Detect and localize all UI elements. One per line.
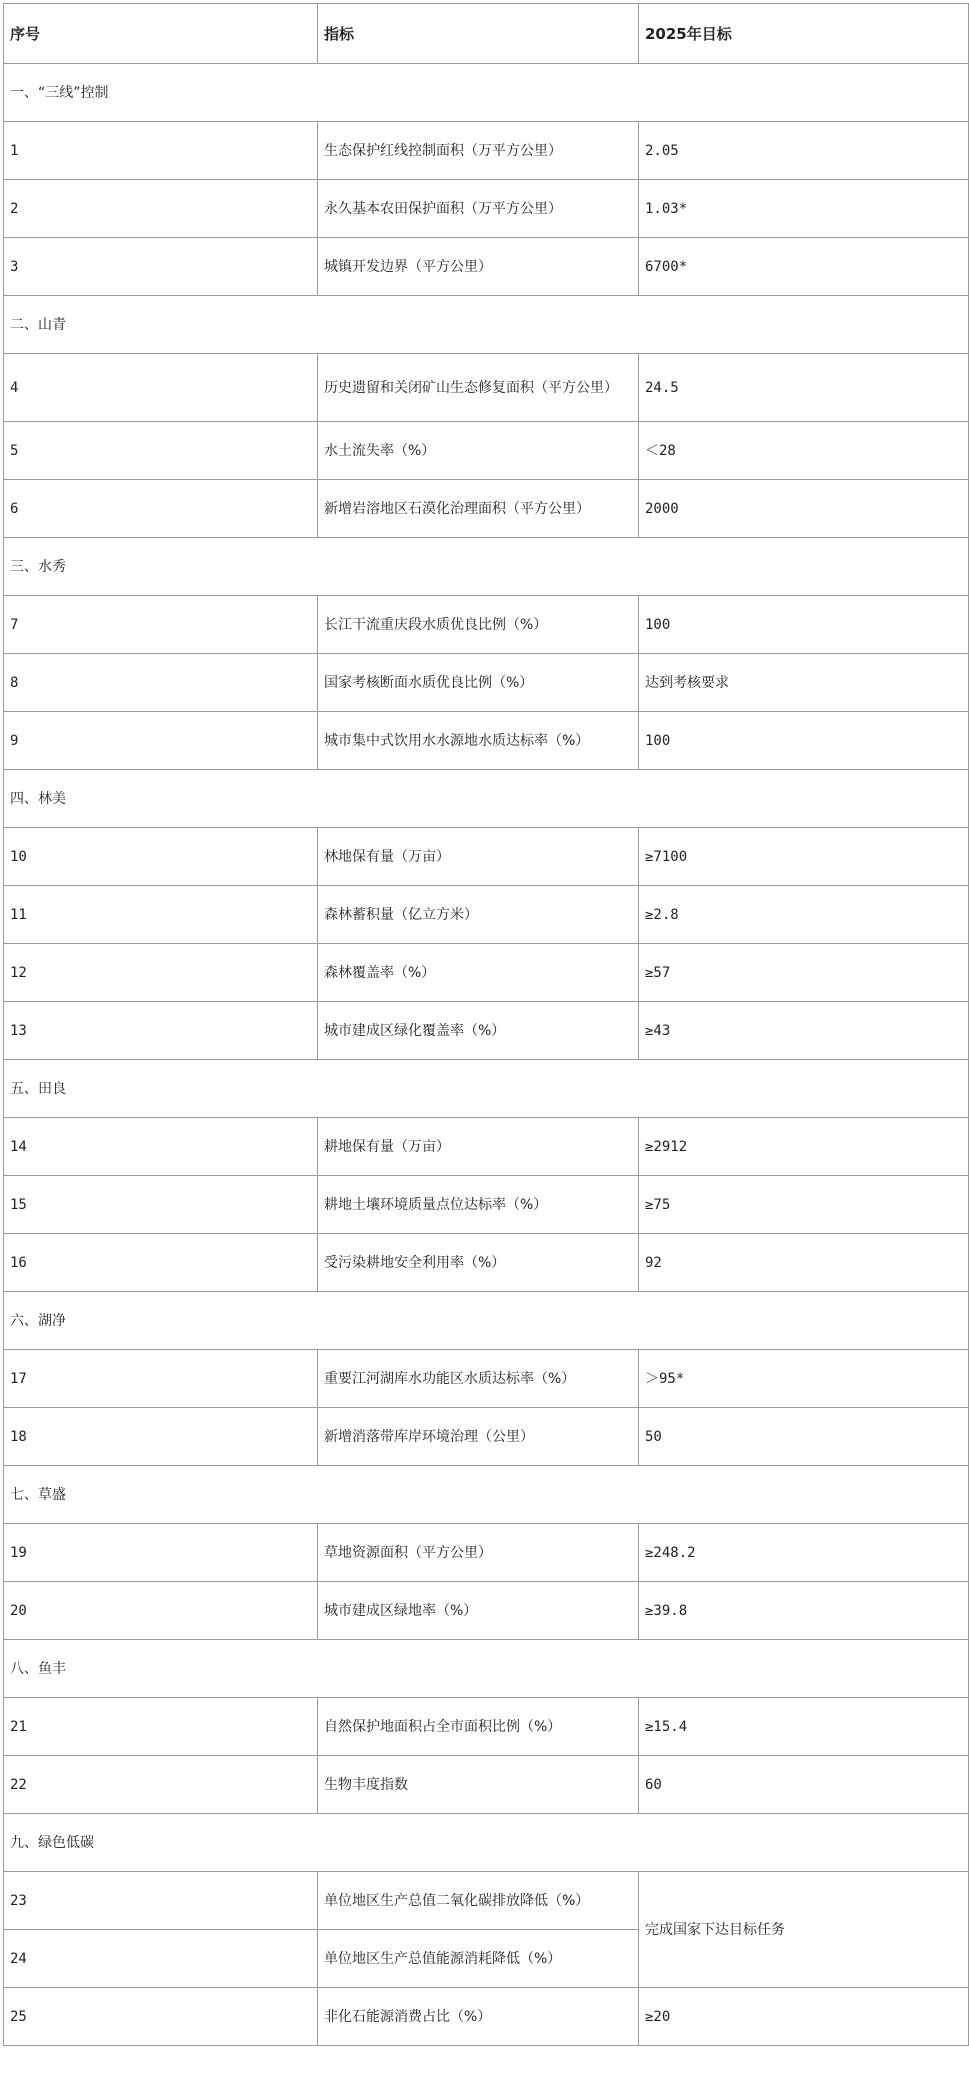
indicator-cell: 非化石能源消费占比（%） — [318, 1988, 639, 2046]
indicator-cell: 重要江河湖库水功能区水质达标率（%） — [318, 1350, 639, 1408]
table-row — [4, 886, 969, 944]
section-row — [4, 770, 969, 828]
serial-cell: 20 — [4, 1582, 318, 1640]
table-row — [4, 1002, 969, 1060]
indicator-cell: 城镇开发边界（平方公里） — [318, 238, 639, 296]
section-title: 四、林美 — [4, 770, 969, 828]
table-row — [4, 1176, 969, 1234]
serial-cell: 6 — [4, 480, 318, 538]
section-row — [4, 1640, 969, 1698]
target-cell: ≥43 — [639, 1002, 969, 1060]
serial-cell: 23 — [4, 1872, 318, 1930]
section-title: 七、草盛 — [4, 1466, 969, 1524]
table-row — [4, 180, 969, 238]
table-row — [4, 944, 969, 1002]
serial-cell: 8 — [4, 654, 318, 712]
section-title: 九、绿色低碳 — [4, 1814, 969, 1872]
section-row — [4, 296, 969, 354]
target-cell: ≥57 — [639, 944, 969, 1002]
indicator-cell: 新增消落带库岸环境治理（公里） — [318, 1408, 639, 1466]
indicator-cell: 耕地保有量（万亩） — [318, 1118, 639, 1176]
target-cell: ≥7100 — [639, 828, 969, 886]
table-row — [4, 238, 969, 296]
table-row — [4, 122, 969, 180]
serial-cell: 10 — [4, 828, 318, 886]
section-title: 八、鱼丰 — [4, 1640, 969, 1698]
indicator-cell: 新增岩溶地区石漠化治理面积（平方公里） — [318, 480, 639, 538]
target-cell: 2000 — [639, 480, 969, 538]
serial-cell: 4 — [4, 354, 318, 422]
target-cell: 50 — [639, 1408, 969, 1466]
indicator-cell: 长江干流重庆段水质优良比例（%） — [318, 596, 639, 654]
section-title: 五、田良 — [4, 1060, 969, 1118]
target-cell: ≥15.4 — [639, 1698, 969, 1756]
serial-cell: 3 — [4, 238, 318, 296]
table-row — [4, 654, 969, 712]
table-row — [4, 1408, 969, 1466]
target-cell: ≥2912 — [639, 1118, 969, 1176]
merged-target-cell: 完成国家下达目标任务 — [639, 1872, 969, 1988]
serial-cell: 19 — [4, 1524, 318, 1582]
serial-cell: 14 — [4, 1118, 318, 1176]
serial-cell: 13 — [4, 1002, 318, 1060]
section-row — [4, 1814, 969, 1872]
table-row — [4, 1524, 969, 1582]
indicator-cell: 森林蓄积量（亿立方米） — [318, 886, 639, 944]
serial-cell: 1 — [4, 122, 318, 180]
section-row — [4, 1292, 969, 1350]
section-row — [4, 64, 969, 122]
serial-cell: 11 — [4, 886, 318, 944]
section-row — [4, 1466, 969, 1524]
serial-cell: 2 — [4, 180, 318, 238]
table-row — [4, 828, 969, 886]
serial-cell: 12 — [4, 944, 318, 1002]
target-cell: 2.05 — [639, 122, 969, 180]
indicator-cell: 城市建成区绿地率（%） — [318, 1582, 639, 1640]
table-row — [4, 1988, 969, 2046]
section-title: 二、山青 — [4, 296, 969, 354]
serial-cell: 21 — [4, 1698, 318, 1756]
table-row — [4, 1234, 969, 1292]
table-row — [4, 1350, 969, 1408]
indicator-cell: 耕地土壤环境质量点位达标率（%） — [318, 1176, 639, 1234]
section-title: 三、水秀 — [4, 538, 969, 596]
target-cell: 100 — [639, 596, 969, 654]
targets-table — [3, 3, 969, 2046]
serial-cell: 25 — [4, 1988, 318, 2046]
table-row — [4, 422, 969, 480]
indicator-cell: 国家考核断面水质优良比例（%） — [318, 654, 639, 712]
table-row — [4, 596, 969, 654]
target-cell: 100 — [639, 712, 969, 770]
target-cell: ＞95* — [639, 1350, 969, 1408]
table-row — [4, 480, 969, 538]
serial-cell: 9 — [4, 712, 318, 770]
table-header-row — [4, 4, 969, 64]
target-cell: 60 — [639, 1756, 969, 1814]
indicator-cell: 森林覆盖率（%） — [318, 944, 639, 1002]
indicator-cell: 城市建成区绿化覆盖率（%） — [318, 1002, 639, 1060]
target-cell: ≥20 — [639, 1988, 969, 2046]
indicator-cell: 自然保护地面积占全市面积比例（%） — [318, 1698, 639, 1756]
serial-cell: 15 — [4, 1176, 318, 1234]
header-indicator: 指标 — [318, 4, 639, 64]
table-row — [4, 1582, 969, 1640]
section-row — [4, 1060, 969, 1118]
header-serial: 序号 — [4, 4, 318, 64]
indicator-cell: 受污染耕地安全利用率（%） — [318, 1234, 639, 1292]
indicator-cell: 单位地区生产总值二氧化碳排放降低（%） — [318, 1872, 639, 1930]
table-row — [4, 354, 969, 422]
indicator-cell: 草地资源面积（平方公里） — [318, 1524, 639, 1582]
indicator-cell: 永久基本农田保护面积（万平方公里） — [318, 180, 639, 238]
target-cell: ≥248.2 — [639, 1524, 969, 1582]
target-cell: ≥75 — [639, 1176, 969, 1234]
table-row — [4, 712, 969, 770]
section-row — [4, 538, 969, 596]
serial-cell: 22 — [4, 1756, 318, 1814]
serial-cell: 16 — [4, 1234, 318, 1292]
target-cell: 1.03* — [639, 180, 969, 238]
header-target: 2025年目标 — [639, 4, 969, 64]
serial-cell: 18 — [4, 1408, 318, 1466]
indicator-cell: 历史遗留和关闭矿山生态修复面积（平方公里） — [318, 354, 639, 422]
serial-cell: 17 — [4, 1350, 318, 1408]
table-row — [4, 1118, 969, 1176]
indicator-cell: 单位地区生产总值能源消耗降低（%） — [318, 1930, 639, 1988]
indicator-cell: 城市集中式饮用水水源地水质达标率（%） — [318, 712, 639, 770]
indicator-cell: 生物丰度指数 — [318, 1756, 639, 1814]
target-cell: 92 — [639, 1234, 969, 1292]
indicator-cell: 水土流失率（%） — [318, 422, 639, 480]
section-title: 一、“三线”控制 — [4, 64, 969, 122]
serial-cell: 5 — [4, 422, 318, 480]
table-row — [4, 1698, 969, 1756]
target-cell: ≥39.8 — [639, 1582, 969, 1640]
table-row — [4, 1756, 969, 1814]
target-cell: ＜28 — [639, 422, 969, 480]
indicator-cell: 生态保护红线控制面积（万平方公里） — [318, 122, 639, 180]
table-row — [4, 1872, 969, 1930]
target-cell: 24.5 — [639, 354, 969, 422]
section-title: 六、湖净 — [4, 1292, 969, 1350]
serial-cell: 24 — [4, 1930, 318, 1988]
target-cell: 6700* — [639, 238, 969, 296]
indicator-cell: 林地保有量（万亩） — [318, 828, 639, 886]
target-cell: ≥2.8 — [639, 886, 969, 944]
target-cell: 达到考核要求 — [639, 654, 969, 712]
serial-cell: 7 — [4, 596, 318, 654]
